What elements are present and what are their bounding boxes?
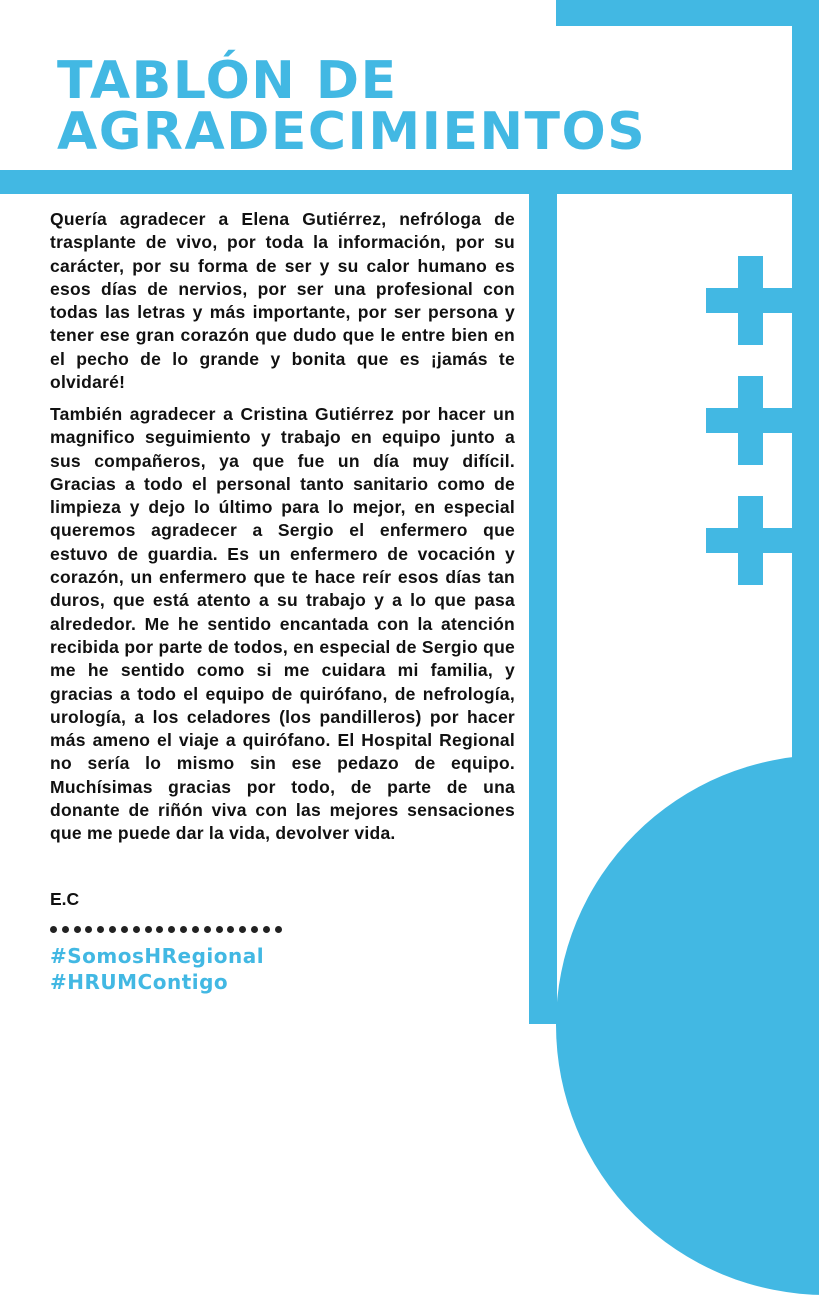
dotted-divider xyxy=(50,924,282,934)
hashtag-somos-hregional: #SomosHRegional xyxy=(50,944,265,968)
decorative-horizontal-band xyxy=(0,170,819,194)
page-title-line-2: AGRADECIMIENTOS xyxy=(57,102,647,162)
decorative-quarter-circle xyxy=(556,755,819,1295)
plus-icon xyxy=(706,376,795,465)
letter-paragraph-1: Quería agradecer a Elena Gutiérrez, nefróloga de trasplante de vivo, por toda la información, por su carácter, por su forma de ser y su calor humano es esos días de nervios, por ser una profesional con todas las letras y más importante, por ser persona y tener ese gran corazón que dudo que le entre bien en el pecho de lo grande y bonita que es ¡jamás te olvidaré! xyxy=(50,209,515,393)
plus-icon xyxy=(706,256,795,345)
signature: E.C xyxy=(50,889,80,909)
page-title-line-1: TABLÓN DE xyxy=(57,51,398,111)
plus-icon xyxy=(706,496,795,585)
decorative-top-bar xyxy=(556,0,819,26)
decorative-vertical-band xyxy=(529,170,557,1024)
hashtag-hrum-contigo: #HRUMContigo xyxy=(50,970,229,994)
letter-paragraph-2: También agradecer a Cristina Gutiérrez por hacer un magnifico seguimiento y trabajo en equipo junto a sus compañeros, ya que fue un día muy difícil. Gracias a todo el personal tanto sanitario como de limpieza y dejo lo último para lo mejor, en especial queremos agradecer a Sergio el enfermero que estuvo de guardia. Es un enfermero de vocación y corazón, un enfermero que te hace reír esos días tan duros, que está atento a su trabajo y a lo que pasa alrededor. Me he sentido encantada con la atención recibida por parte de todos, en especial de Sergio que me he sentido como si me cuidara mi familia, y gracias a todo el equipo de quirófano, de nefrología, urología, a los celadores (los pandilleros) por hacer más ameno el viaje a quirófano. El Hospital Regional no sería lo mismo sin ese pedazo de equipo. Muchísimas gracias por todo, de parte de una donante de riñón viva con las mejores sensaciones que me puede dar la vida, devolver vida. xyxy=(50,404,515,844)
